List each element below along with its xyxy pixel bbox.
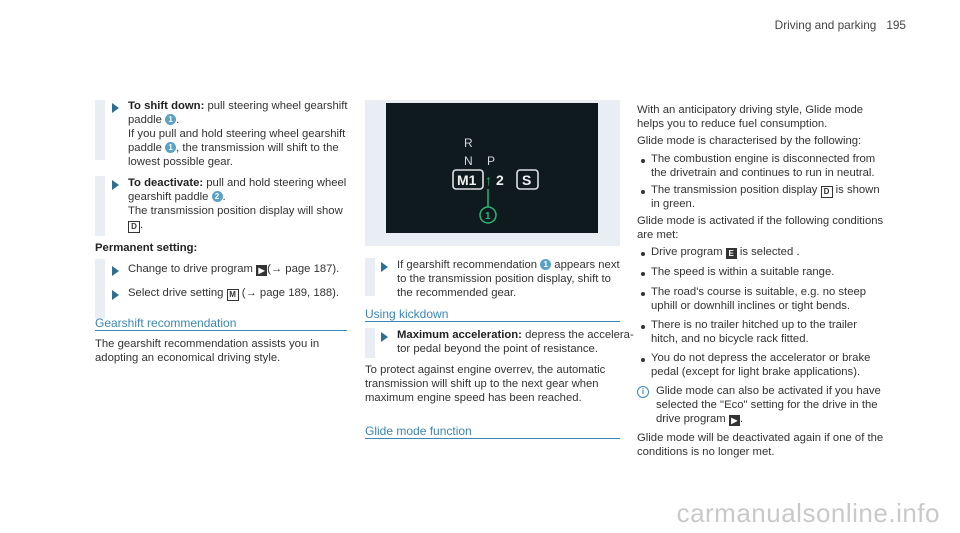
deactivation-line2: conditions is no longer met. — [637, 446, 775, 458]
bullet2-line2: in green. — [651, 198, 695, 210]
protect-line2: transmission will shift up to the next gear when — [365, 378, 599, 390]
max-acceleration-line1: Maximum acceleration: depress the accelera- — [397, 329, 634, 341]
bullet-dot — [641, 292, 645, 296]
characteristics-intro: Glide mode is characterised by the following: — [637, 135, 862, 147]
shift-down-line4: paddle 1 , the transmission will shift to the — [128, 142, 339, 154]
note-line3: drive program ▶ . — [656, 413, 743, 425]
intro-line2: helps you to reduce fuel consumption. — [637, 118, 828, 130]
step-bar — [365, 258, 375, 296]
gear-n: N — [464, 154, 473, 168]
protect-line3: maximum engine speed has been reached. — [365, 392, 582, 404]
step-arrow-icon — [112, 180, 119, 190]
condition3-line2: uphill or downhill inclines or tight bends. — [651, 300, 851, 312]
step-bar — [95, 176, 105, 236]
condition5-line2: pedal (except for light brake applications). — [651, 366, 861, 378]
step-arrow-icon — [112, 290, 119, 300]
bullet1-line2: the drivetrain and continues to run in neutral. — [651, 167, 875, 179]
callout-number: 1 — [485, 211, 491, 222]
gearshift-line2: adopting an economical driving style. — [95, 352, 281, 364]
watermark: carmanualsonline.info — [676, 498, 940, 528]
shift-down-line5: lowest possible gear. — [128, 156, 233, 168]
note-line1: Glide mode can also be activated if you have — [656, 385, 881, 397]
intro-line1: With an anticipatory driving style, Glide mode — [637, 104, 864, 116]
bullet-dot — [641, 272, 645, 276]
callout-1-icon: 1 — [165, 142, 176, 153]
callout-1-icon: 1 — [540, 259, 551, 270]
condition1: Drive program E is selected . — [651, 246, 800, 258]
condition3-line1: The road's course is suitable, e.g. no steep — [651, 286, 867, 298]
shift-down-line2: paddle 1 . — [128, 114, 180, 126]
gear-r: R — [464, 136, 473, 150]
d-display-icon: D — [128, 221, 140, 233]
gear-2: 2 — [496, 172, 504, 188]
step-bar — [365, 328, 375, 358]
step-arrow-icon — [112, 266, 119, 276]
deactivate-line1: To deactivate: pull and hold steering wheel — [128, 177, 347, 189]
permanent-setting-title: Permanent setting: — [95, 242, 198, 254]
drive-program-icon: ▶ — [256, 265, 267, 276]
kickdown-heading: Using kickdown — [365, 307, 449, 321]
activation-line2: are met: — [637, 229, 679, 241]
gearshift-heading: Gearshift recommendation — [95, 316, 237, 330]
transmission-display-graphic — [386, 103, 598, 233]
bullet-dot — [641, 252, 645, 256]
heading-rule — [95, 330, 347, 331]
condition5-line1: You do not depress the accelerator or brake — [651, 352, 871, 364]
recommendation-line3: the recommended gear. — [397, 287, 517, 299]
heading-rule — [365, 321, 620, 322]
step-arrow-icon — [381, 332, 388, 342]
condition4-line1: There is no trailer hitched up to the trailer — [651, 319, 857, 331]
deactivation-line1: Glide mode will be deactivated again if one of the — [637, 432, 884, 444]
step-bar — [95, 259, 105, 319]
note-line2: selected the "Eco" setting for the drive in the — [656, 399, 878, 411]
d-display-icon: D — [821, 186, 833, 198]
transmission-display-image — [386, 103, 598, 233]
callout-1-icon: 1 — [165, 114, 176, 125]
condition2: The speed is within a suitable range. — [651, 266, 835, 278]
gear-m1: M1 — [457, 172, 477, 188]
upshift-arrow: ↑ — [485, 172, 492, 188]
recommendation-line1: If gearshift recommendation 1 appears next — [397, 259, 620, 271]
perm-step1: Change to drive program ▶ (→ page 187). — [128, 263, 340, 275]
bullet-dot — [641, 358, 645, 362]
bullet-dot — [641, 159, 645, 163]
bullet2-line1: The transmission position display D is shown — [651, 184, 880, 196]
callout-2-icon: 2 — [212, 191, 223, 202]
drive-program-icon: ▶ — [729, 415, 740, 426]
running-header — [775, 18, 906, 32]
deactivate-line3: The transmission position display will show — [128, 205, 343, 217]
step-arrow-icon — [112, 103, 119, 113]
bullet1-line1: The combustion engine is disconnected from — [651, 153, 876, 165]
bullet-dot — [641, 325, 645, 329]
bullet-dot — [641, 190, 645, 194]
deactivate-line2: gearshift paddle 2 . — [128, 191, 226, 203]
info-icon: i — [637, 385, 649, 398]
activation-line1: Glide mode is activated if the following conditions — [637, 215, 884, 227]
header-section: Driving and parking — [774, 18, 877, 32]
glide-heading: Glide mode function — [365, 424, 472, 438]
step-bar — [95, 100, 105, 160]
shift-down-line1: To shift down: pull steering wheel gearshift — [128, 100, 348, 112]
deactivate-line4: D . — [128, 218, 143, 233]
shift-down-line3: If you pull and hold steering wheel gearshift — [128, 128, 346, 140]
recommendation-line2: to the transmission position display, shift to — [397, 273, 611, 285]
gear-s: S — [522, 172, 532, 188]
e-program-icon: E — [726, 248, 737, 259]
protect-line1: To protect against engine overrev, the automatic — [365, 364, 606, 376]
m-setting-icon: M — [227, 289, 239, 301]
max-acceleration-line2: tor pedal beyond the point of resistance. — [397, 343, 598, 355]
gear-p: P — [487, 154, 496, 168]
gearshift-line1: The gearshift recommendation assists you in — [95, 338, 320, 350]
condition4-line2: hitch, and no bicycle rack fitted. — [651, 333, 809, 345]
step-arrow-icon — [381, 262, 388, 272]
perm-step2: Select drive setting M (→ page 189, 188). — [128, 287, 340, 299]
heading-rule — [365, 438, 620, 439]
page-number: 195 — [886, 18, 906, 32]
